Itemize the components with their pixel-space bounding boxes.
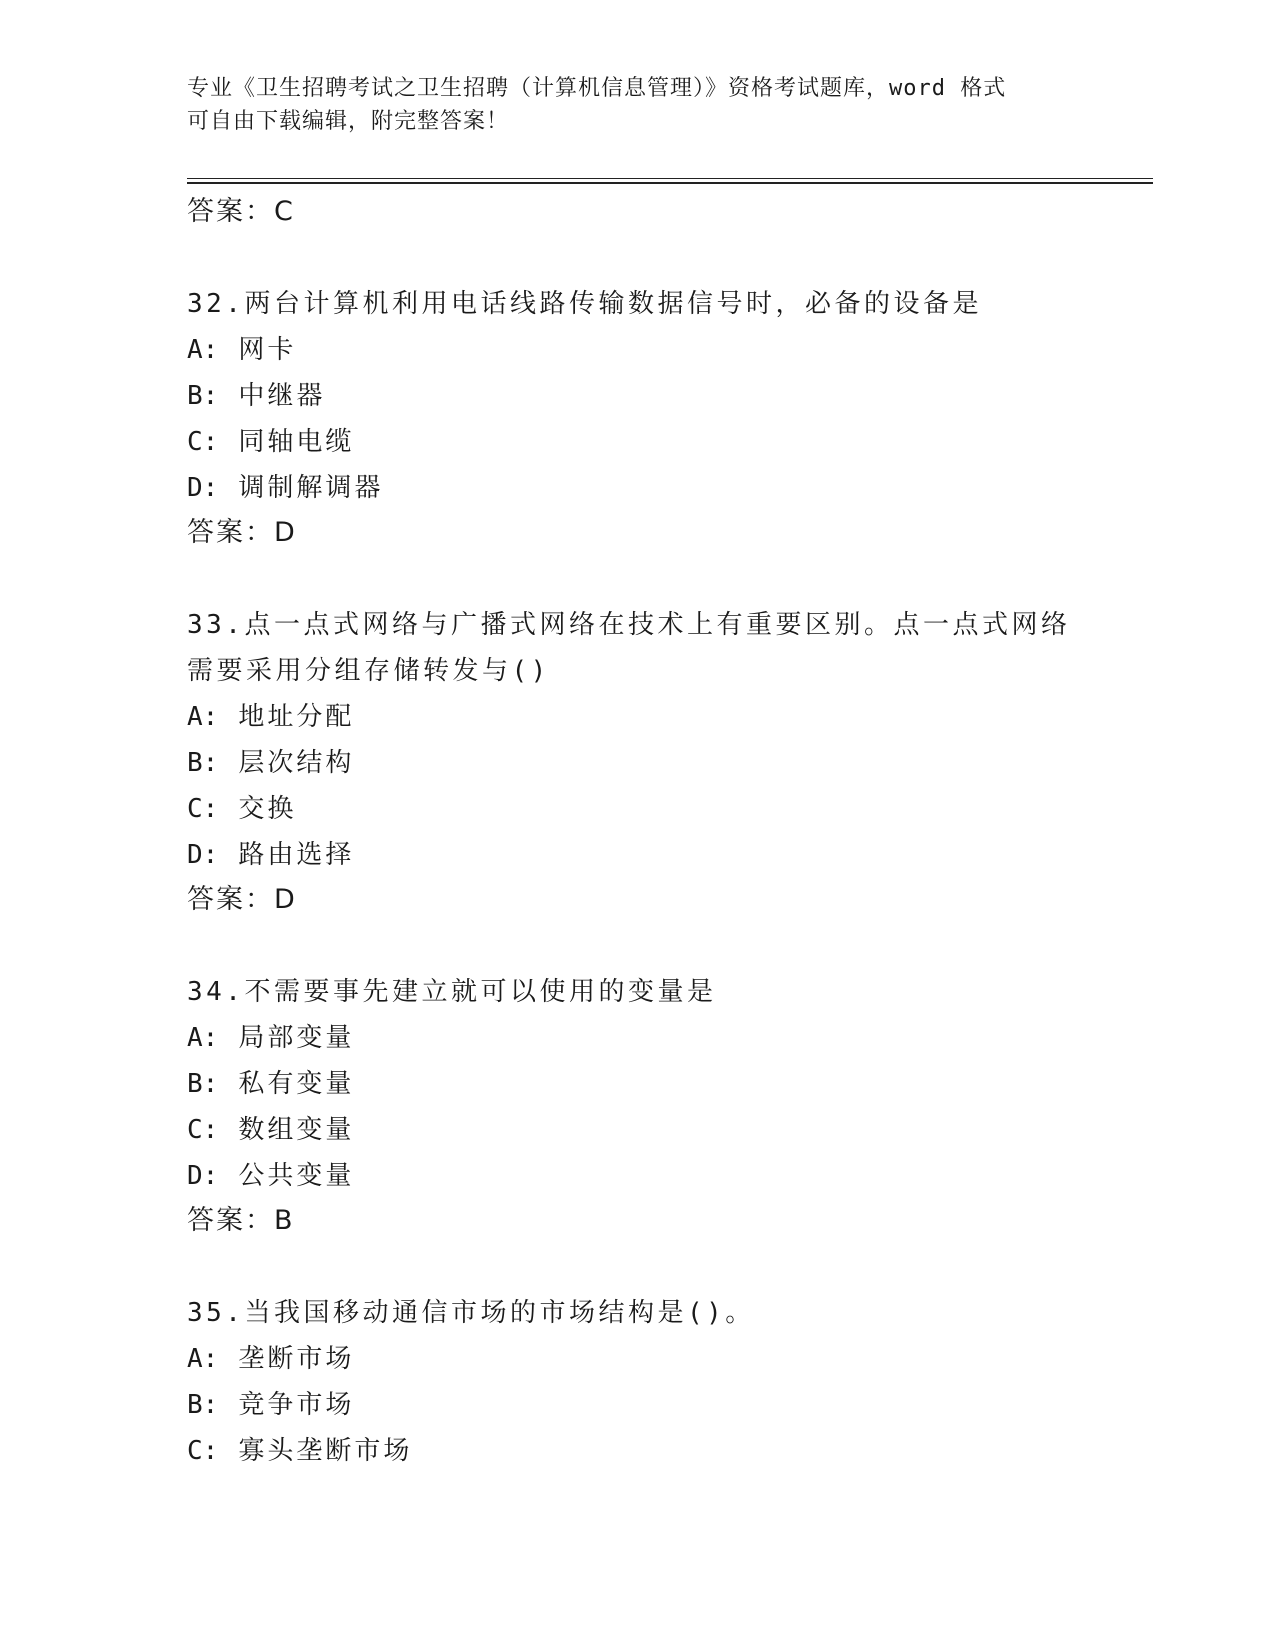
option-letter: B:	[187, 748, 219, 778]
option-d	[187, 465, 1147, 511]
question-text: 32.两台计算机利用电话线路传输数据信号时，必备的设备是	[187, 289, 982, 319]
option-letter: A:	[187, 702, 219, 732]
answer-line	[187, 877, 1147, 923]
option-letter: A:	[187, 1023, 219, 1053]
question-34	[187, 969, 1147, 1244]
option-letter: C:	[187, 1436, 219, 1466]
option-text: 公共变量	[238, 1161, 355, 1191]
option-text: 数组变量	[238, 1115, 355, 1145]
option-a	[187, 694, 1147, 740]
question-35	[187, 1290, 1147, 1474]
option-letter: C:	[187, 427, 219, 457]
option-c	[187, 419, 1147, 465]
option-text: 竞争市场	[238, 1390, 355, 1420]
option-text: 地址分配	[238, 702, 355, 732]
question-33	[187, 602, 1147, 923]
option-letter: C:	[187, 794, 219, 824]
option-b	[187, 1382, 1147, 1428]
option-text: 调制解调器	[238, 473, 384, 503]
option-a	[187, 327, 1147, 373]
option-text: 交换	[238, 794, 297, 824]
answer-label: 答案：	[187, 517, 274, 548]
option-text: 私有变量	[238, 1069, 355, 1099]
answer-line	[187, 189, 1147, 235]
option-letter: B:	[187, 1390, 219, 1420]
option-letter: D:	[187, 840, 219, 870]
option-letter: C:	[187, 1115, 219, 1145]
question-32	[187, 281, 1147, 556]
answer-label: 答案：	[187, 1205, 274, 1236]
option-letter: B:	[187, 381, 219, 411]
option-text: 网卡	[238, 335, 297, 365]
question-text: 35.当我国移动通信市场的市场结构是()。	[187, 1298, 755, 1328]
question-text: 33.点一点式网络与广播式网络在技术上有重要区别。点一点式网络需要采用分组存储转发与()	[187, 610, 1071, 686]
answer-value: B	[274, 1205, 293, 1236]
option-text: 路由选择	[238, 840, 355, 870]
option-letter: D:	[187, 1161, 219, 1191]
option-text: 局部变量	[238, 1023, 355, 1053]
option-a	[187, 1336, 1147, 1382]
option-text: 寡头垄断市场	[238, 1436, 413, 1466]
header-line-2: 可自由下载编辑，附完整答案！	[187, 109, 510, 134]
answer-line	[187, 510, 1147, 556]
option-b	[187, 1061, 1147, 1107]
option-c	[187, 1107, 1147, 1153]
option-c	[187, 786, 1147, 832]
option-letter: B:	[187, 1069, 219, 1099]
option-c	[187, 1428, 1147, 1474]
answer-line	[187, 1198, 1147, 1244]
option-d	[187, 1153, 1147, 1199]
option-text: 中继器	[238, 381, 326, 411]
answer-value: C	[274, 196, 293, 227]
header-divider	[187, 178, 1153, 184]
answer-value: D	[274, 517, 295, 548]
option-text: 同轴电缆	[238, 427, 355, 457]
option-letter: A:	[187, 1344, 219, 1374]
option-text: 垄断市场	[238, 1344, 355, 1374]
option-a	[187, 1015, 1147, 1061]
question-text: 34.不需要事先建立就可以使用的变量是	[187, 977, 717, 1007]
document-body	[187, 190, 1147, 1474]
option-b	[187, 373, 1147, 419]
header-line-1: 专业《卫生招聘考试之卫生招聘（计算机信息管理）》资格考试题库，word 格式	[187, 76, 1007, 101]
option-text: 层次结构	[238, 748, 355, 778]
answer-label: 答案：	[187, 884, 274, 915]
option-letter: A:	[187, 335, 219, 365]
answer-label: 答案：	[187, 196, 274, 227]
answer-value: D	[274, 884, 295, 915]
document-header	[187, 72, 1087, 138]
option-letter: D:	[187, 473, 219, 503]
option-b	[187, 740, 1147, 786]
option-d	[187, 832, 1147, 878]
